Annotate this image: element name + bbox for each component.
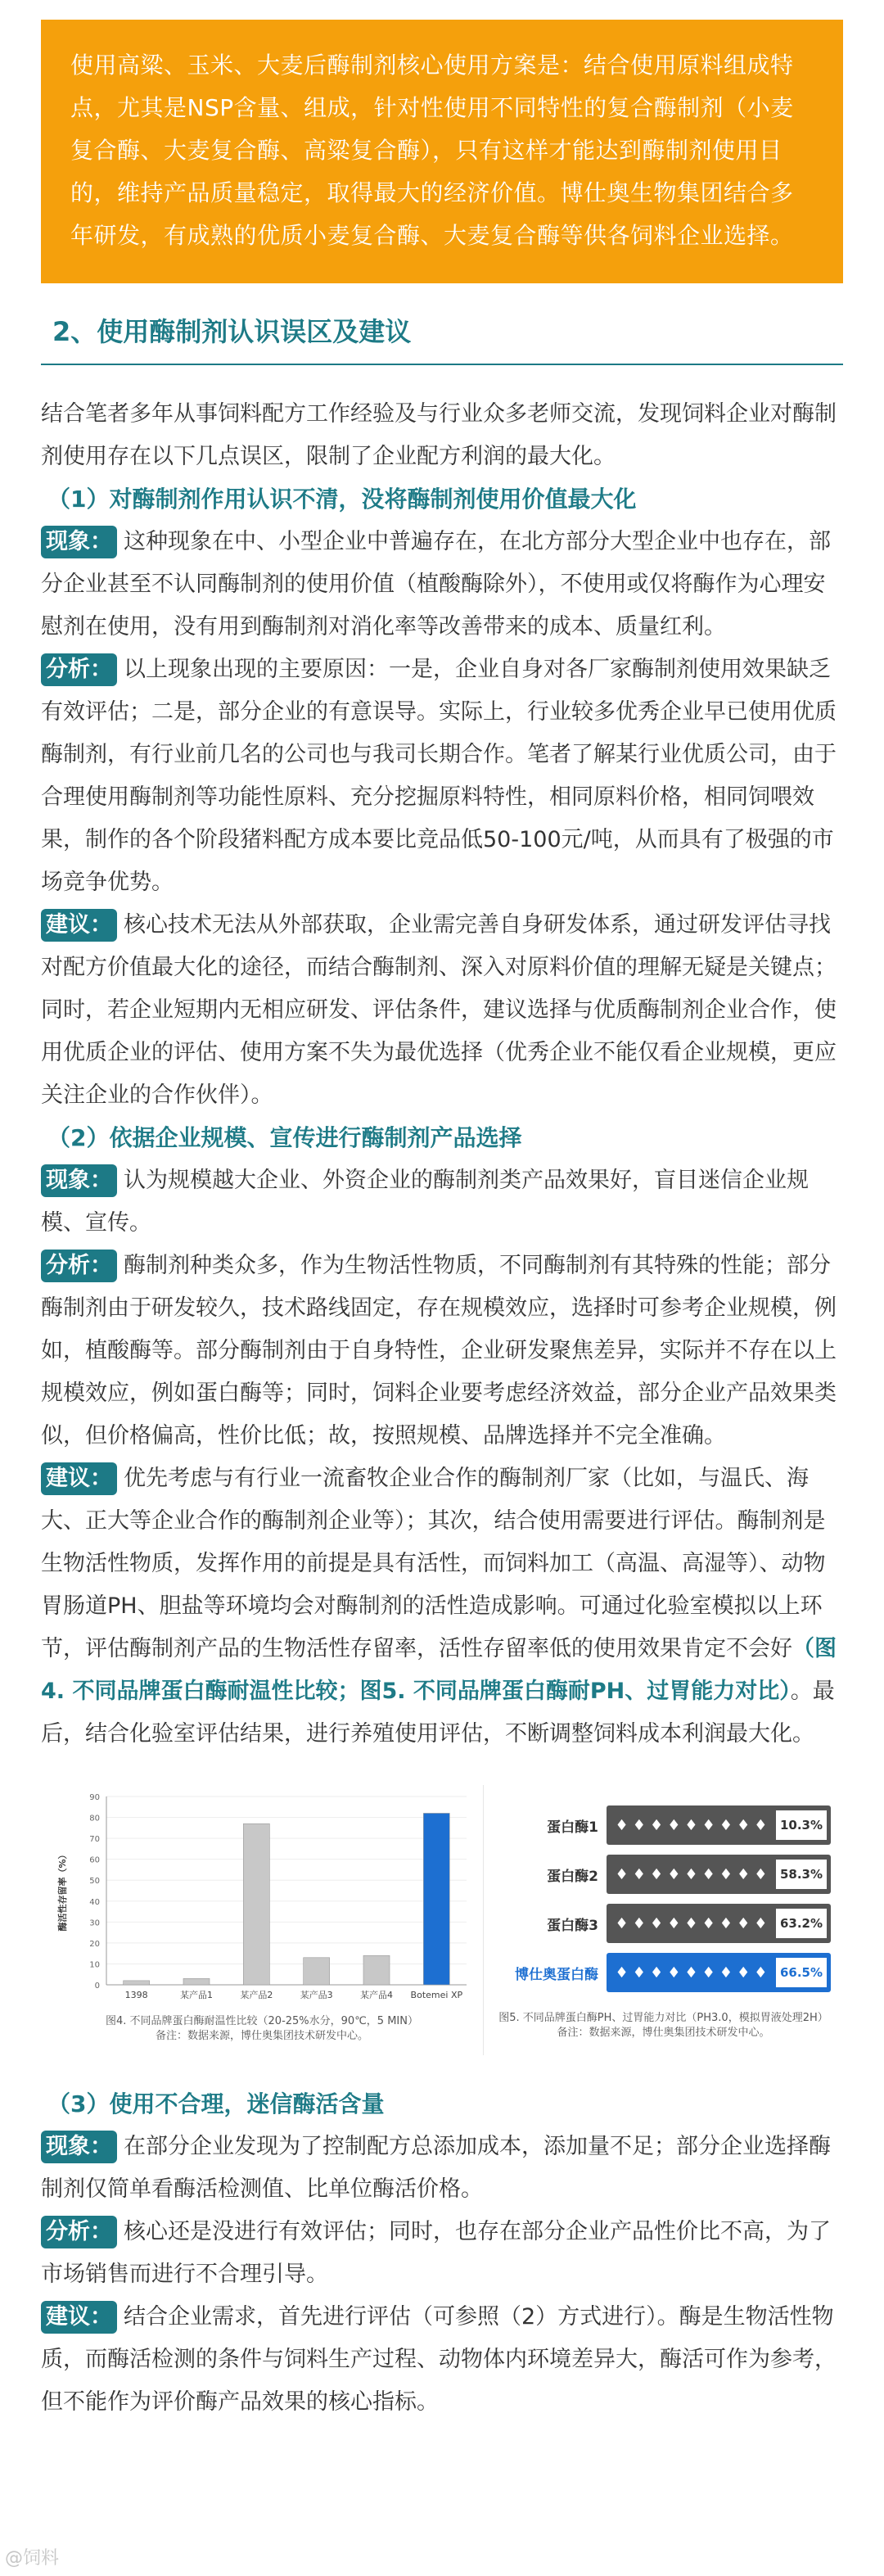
droplet-icon: ♦	[615, 1816, 629, 1834]
droplet-icon: ♦	[649, 1816, 664, 1834]
droplet-icon: ♦	[615, 1964, 629, 1982]
figure-reference: （图4. 不同品牌蛋白酶耐温性比较；图5. 不同品牌蛋白酶耐PH、过胃能力对比）	[41, 1636, 837, 1704]
s1-suggestion	[41, 904, 843, 1117]
analysis-tag: 分析：	[41, 2216, 117, 2248]
droplet-icon: ♦	[684, 1914, 698, 1932]
figure-4	[41, 1785, 483, 2055]
droplet-icons	[607, 1915, 776, 1932]
droplet-icon: ♦	[701, 1816, 715, 1834]
fig4-bar	[363, 1955, 390, 1985]
fig5-row-label: 蛋白酶3	[547, 1917, 598, 1934]
fig4-note: 备注：数据来源，博仕奥集团技术研发中心。	[155, 2030, 368, 2042]
fig4-x-tick-label: 某产品4	[360, 1990, 393, 2000]
droplet-icon: ♦	[684, 1816, 698, 1834]
droplet-icon: ♦	[754, 1816, 768, 1834]
fig5-row	[492, 1803, 831, 1847]
fig4-bar	[124, 1981, 150, 1985]
fig4-y-tick-label: 90	[89, 1793, 100, 1802]
s1-analysis	[41, 649, 843, 904]
droplet-icon: ♦	[632, 1865, 646, 1883]
fig4-bar-chart	[41, 1785, 483, 2011]
droplet-icon: ♦	[649, 1914, 664, 1932]
droplet-icon: ♦	[719, 1964, 733, 1982]
s3-phenomenon-text: 在部分企业发现为了控制配方总添加成本，添加量不足；部分企业选择酶制剂仅简单看酶活检测值、比单位酶活价格。	[41, 2134, 831, 2202]
droplet-icon: ♦	[701, 1865, 715, 1883]
droplet-icon: ♦	[701, 1964, 715, 1982]
droplet-icon: ♦	[667, 1816, 681, 1834]
s3-phenomenon	[41, 2126, 843, 2211]
figure-5	[483, 1785, 843, 2055]
watermark: @饲料	[5, 2548, 60, 2569]
droplet-icon: ♦	[632, 1914, 646, 1932]
fig4-y-tick-label: 30	[89, 1918, 100, 1928]
droplet-icon: ♦	[684, 1865, 698, 1883]
fig5-row-label: 蛋白酶1	[547, 1819, 598, 1836]
summary-box: 使用高粱、玉米、大麦后酶制剂核心使用方案是：结合使用原料组成特点，尤其是NSP含量、组成，针对性使用不同特性的复合酶制剂（小麦复合酶、大麦复合酶、高粱复合酶），只有这样才能达到酶制剂使用目的，维持产品质量稳定，取得最大的经济价值。博仕奥生物集团结合多年研发，有成熟的优质小麦复合酶、大麦复合酶等供各饲料企业选择。	[41, 20, 843, 283]
suggestion-tag: 建议：	[41, 1462, 117, 1495]
s1-phenomenon	[41, 521, 843, 649]
fig4-bar	[243, 1824, 269, 1985]
fig4-y-tick-label: 70	[89, 1835, 100, 1845]
fig4-x-tick-label: 1398	[124, 1990, 148, 2000]
droplet-icon: ♦	[632, 1816, 646, 1834]
droplet-icon: ♦	[737, 1914, 751, 1932]
droplet-icon: ♦	[667, 1914, 681, 1932]
droplet-icon: ♦	[719, 1816, 733, 1834]
fig4-x-tick-label: Botemei XP	[410, 1990, 463, 2000]
fig4-y-tick-label: 80	[89, 1814, 100, 1824]
s3-suggestion-text: 结合企业需求，首先进行评估（可参照（2）方式进行）。酶是生物活性物质，而酶活检测的条件与饲料生产过程、动物体内环境差异大，酶活可作为参考，但不能作为评价酶产品效果的核心指标。	[41, 2304, 837, 2415]
droplet-icon: ♦	[649, 1865, 664, 1883]
s2-phenomenon	[41, 1159, 843, 1245]
droplet-icon: ♦	[754, 1964, 768, 1982]
figure-row	[41, 1785, 843, 2055]
subsection-2-title: （2）依据企业规模、宣传进行酶制剂产品选择	[47, 1124, 522, 1151]
fig4-y-tick-label: 10	[89, 1960, 100, 1970]
subsection-1-title: （1）对酶制剂作用认识不清，没将酶制剂使用价值最大化	[47, 486, 637, 513]
fig4-bar	[423, 1813, 449, 1985]
fig5-value-label: 63.2%	[776, 1909, 827, 1938]
section-title: 2、使用酶制剂认识误区及建议	[41, 311, 843, 365]
phenomenon-tag: 现象：	[41, 1164, 117, 1197]
intro-paragraph: 结合笔者多年从事饲料配方工作经验及与行业众多老师交流，发现饲料企业对酶制剂使用存在以下几点误区，限制了企业配方利润的最大化。	[41, 401, 837, 469]
fig5-chart	[484, 1785, 843, 2011]
fig4-y-tick-label: 60	[89, 1855, 100, 1865]
fig5-row-label: 博仕奥蛋白酶	[515, 1966, 598, 1983]
fig5-bar	[607, 1805, 831, 1845]
fig5-bar	[607, 1953, 831, 1992]
fig5-row	[492, 1950, 831, 1995]
s3-analysis	[41, 2211, 843, 2296]
fig4-bar	[304, 1958, 330, 1985]
analysis-tag: 分析：	[41, 1250, 117, 1282]
droplet-icon: ♦	[615, 1865, 629, 1883]
droplet-icon: ♦	[701, 1914, 715, 1932]
droplet-icon: ♦	[737, 1816, 751, 1834]
droplet-icon: ♦	[754, 1865, 768, 1883]
fig4-x-tick-label: 某产品1	[180, 1990, 213, 2000]
droplet-icon: ♦	[684, 1964, 698, 1982]
droplet-icon: ♦	[737, 1964, 751, 1982]
droplet-icon: ♦	[667, 1964, 681, 1982]
fig5-caption: 图5. 不同品牌蛋白酶PH、过胃能力对比（PH3.0，模拟胃液处理2H）	[498, 2012, 828, 2024]
analysis-tag: 分析：	[41, 653, 117, 686]
s2-suggestion-text-b: 。最后，结合化验室评估结果，进行养殖使用评估，不断调整饲料成本利润最大化。	[41, 1679, 835, 1747]
article	[41, 20, 843, 2424]
fig5-row	[492, 1852, 831, 1896]
fig5-value-label: 66.5%	[776, 1958, 827, 1987]
droplet-icon: ♦	[737, 1865, 751, 1883]
s2-analysis-text: 酶制剂种类众多，作为生物活性物质，不同酶制剂有其特殊的性能；部分酶制剂由于研发较久，技术路线固定，存在规模效应，选择时可参考企业规模，例如，植酸酶等。部分酶制剂由于自身特性，企业研发聚焦差异，实际并不存在以上规模效应，例如蛋白酶等；同时，饲料企业要考虑经济效益，部分企业产品效果类似，但价格偏高，性价比低；故，按照规模、品牌选择并不完全准确。	[41, 1253, 837, 1448]
droplet-icons	[607, 1964, 776, 1982]
subsection-3-title: （3）使用不合理，迷信酶活含量	[47, 2090, 385, 2117]
fig4-y-tick-label: 0	[94, 1982, 100, 1991]
s2-suggestion-text-a: 优先考虑与有行业一流畜牧企业合作的酶制剂厂家（比如，与温氏、海大、正大等企业合作的酶制剂企业等）；其次，结合使用需要进行评估。酶制剂是生物活性物质，发挥作用的前提是具有活性，而饲料加工（高温、高湿等）、动物胃肠道PH、胆盐等环境均会对酶制剂的活性造成影响。可通过化验室模拟以上环节，评估酶制剂产品的生物活性存留率，活性存留率低的使用效果肯定不会好	[41, 1466, 826, 1661]
s1-suggestion-text: 核心技术无法从外部获取，企业需完善自身研发体系，通过研发评估寻找对配方价值最大化的途径，而结合酶制剂、深入对原料价值的理解无疑是关键点；同时，若企业短期内无相应研发、评估条件，建议选择与优质酶制剂企业合作，使用优质企业的评估、使用方案不失为最优选择（优秀企业不能仅看企业规模，更应关注企业的合作伙伴）。	[41, 912, 837, 1108]
droplet-icon: ♦	[667, 1865, 681, 1883]
droplet-icons	[607, 1866, 776, 1883]
fig4-y-tick-label: 40	[89, 1897, 100, 1907]
fig5-value-label: 10.3%	[776, 1810, 827, 1840]
fig4-y-axis-label: 酶活性存留率（%）	[57, 1850, 68, 1932]
droplet-icon: ♦	[719, 1865, 733, 1883]
fig4-y-tick-label: 50	[89, 1877, 100, 1887]
suggestion-tag: 建议：	[41, 909, 117, 942]
droplet-icons	[607, 1817, 776, 1834]
fig5-bar	[607, 1904, 831, 1943]
s3-analysis-text: 核心还是没进行有效评估；同时，也存在部分企业产品性价比不高，为了市场销售而进行不合理引导。	[41, 2219, 831, 2287]
phenomenon-tag: 现象：	[41, 526, 117, 558]
s1-phenomenon-text: 这种现象在中、小型企业中普遍存在，在北方部分大型企业中也存在，部分企业甚至不认同酶制剂的使用价值（植酸酶除外），不使用或仅将酶作为心理安慰剂在使用，没有用到酶制剂对消化率等改善带来的成本、质量红利。	[41, 529, 831, 639]
fig4-x-tick-label: 某产品3	[300, 1990, 333, 2000]
s1-analysis-text: 以上现象出现的主要原因：一是，企业自身对各厂家酶制剂使用效果缺乏有效评估；二是，部分企业的有意误导。实际上，行业较多优秀企业早已使用优质酶制剂，有行业前几名的公司也与我司长期合作。笔者了解某行业优质公司，由于合理使用酶制剂等功能性原料、充分挖掘原料特性，相同原料价格，相同饲喂效果，制作的各个阶段猪料配方成本要比竞品低50-100元/吨，从而具有了极强的市场竞争优势。	[41, 657, 837, 895]
fig5-row-label: 蛋白酶2	[547, 1868, 598, 1885]
fig4-y-tick-label: 20	[89, 1939, 100, 1949]
s2-analysis	[41, 1245, 843, 1457]
phenomenon-tag: 现象：	[41, 2131, 117, 2163]
droplet-icon: ♦	[615, 1914, 629, 1932]
fig5-note: 备注：数据来源，博仕奥集团技术研发中心。	[557, 2027, 770, 2039]
s2-phenomenon-text: 认为规模越大企业、外资企业的酶制剂类产品效果好，盲目迷信企业规模、宣传。	[41, 1168, 809, 1236]
droplet-icon: ♦	[754, 1914, 768, 1932]
fig5-row	[492, 1901, 831, 1946]
s3-suggestion	[41, 2296, 843, 2424]
fig4-caption: 图4. 不同品牌蛋白酶耐温性比较（20-25%水分，90℃，5 MIN）	[106, 2015, 418, 2027]
droplet-icon: ♦	[719, 1914, 733, 1932]
s2-suggestion	[41, 1457, 843, 1756]
droplet-icon: ♦	[649, 1964, 664, 1982]
droplet-icon: ♦	[632, 1964, 646, 1982]
fig4-x-tick-label: 某产品2	[240, 1990, 273, 2000]
fig4-bar	[183, 1978, 210, 1985]
suggestion-tag: 建议：	[41, 2301, 117, 2334]
fig5-value-label: 58.3%	[776, 1860, 827, 1889]
fig5-bar	[607, 1855, 831, 1894]
